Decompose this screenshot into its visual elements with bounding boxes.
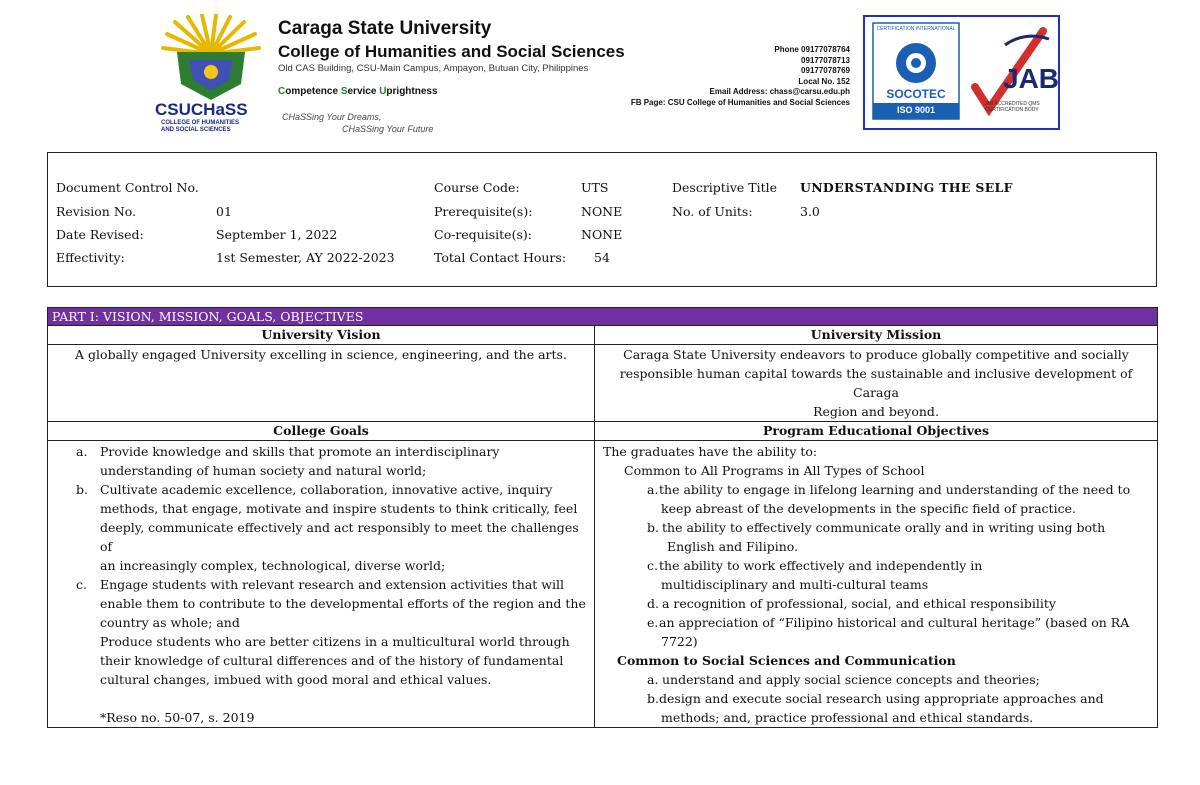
document-control-table: [47, 152, 1157, 287]
objective-label: e.: [647, 615, 659, 630]
core-values: [278, 86, 438, 97]
certification-badges: [863, 15, 1060, 130]
goal-line: understanding of human society and natural world;: [100, 463, 427, 478]
value-uprightness-rest: prightness: [386, 86, 438, 97]
vision-header: University Vision: [48, 326, 595, 344]
objective-line: a recognition of professional, social, and ethical responsibility: [662, 596, 1056, 611]
objective-line: the ability to work effectively and independently in: [659, 558, 983, 573]
cert-brand: SOCOTEC: [886, 87, 946, 101]
mission-line: Region and beyond.: [813, 404, 939, 419]
contact-phone-2: 09177078713: [801, 55, 850, 65]
goals-objectives-row: [48, 441, 1157, 727]
university-name: Caraga State University: [278, 18, 492, 39]
contact-local: Local No. 152: [798, 76, 850, 86]
goal-line: deeply, communicate effectively and act responsibly to meet the challenges of: [100, 520, 579, 554]
mission-header: University Mission: [810, 327, 942, 342]
doc-control-label: Document Control No.: [56, 180, 199, 195]
objective-line: keep abreast of the developments in the specific field of practice.: [661, 501, 1076, 516]
date-revised-label: Date Revised:: [56, 227, 144, 242]
effectivity-value: 1st Semester, AY 2022-2023: [216, 250, 395, 265]
value-competence-rest: ompetence: [285, 86, 341, 97]
descriptive-title-value: UNDERSTANDING THE SELF: [800, 180, 1013, 195]
objective-label: c.: [647, 558, 658, 573]
vision-mission-row: [48, 345, 1157, 422]
prerequisite-label: Prerequisite(s):: [434, 204, 533, 219]
objectives-header: Program Educational Objectives: [762, 423, 990, 438]
contact-hours-label: Total Contact Hours:: [434, 250, 567, 265]
objective-item: [603, 556, 1157, 594]
objective-item: [603, 594, 1157, 613]
logo-wordmark: CSUCHaSS: [155, 100, 248, 119]
value-service-initial: S: [340, 86, 348, 97]
value-uprightness-initial: U: [379, 86, 387, 97]
goal-line: Provide knowledge and skills that promote an interdisciplinary: [100, 444, 500, 459]
course-code-label: Course Code:: [434, 180, 520, 195]
value-service-rest: ervice: [347, 86, 380, 97]
part1-heading: PART I: VISION, MISSION, GOALS, OBJECTIVES: [48, 308, 1157, 326]
common-ss-heading: Common to Social Sciences and Communication: [617, 653, 956, 668]
college-address: Old CAS Building, CSU-Main Campus, Ampayon, Butuan City, Philippines: [278, 63, 589, 74]
objective-label: b.: [647, 691, 659, 706]
tagline-future: CHaSSing Your Future: [342, 124, 434, 134]
college-name: College of Humanities and Social Sciences: [278, 42, 625, 61]
common-all-heading: Common to All Programs in All Types of School: [624, 463, 925, 478]
goal-line: enable them to contribute to the developmental efforts of the region and the: [100, 596, 586, 611]
program-objectives: [595, 441, 1157, 727]
objectives-intro: The graduates have the ability to:: [603, 444, 818, 459]
jab-subtext: JAB ACCREDITED QMS CERTIFICATION BODY: [984, 101, 1040, 113]
objective-line: methods; and, practice professional and ethical standards.: [661, 710, 1034, 725]
date-revised-value: September 1, 2022: [216, 227, 338, 242]
part1-table: [47, 307, 1158, 728]
goal-line: Produce students who are better citizens in a multicultural world through: [100, 634, 570, 649]
value-competence-initial: C: [278, 86, 286, 97]
corequisite-value: NONE: [581, 227, 623, 242]
objective-line: design and execute social research using appropriate approaches and: [659, 691, 1104, 706]
goal-label: b.: [76, 482, 88, 497]
corequisite-label: Co-requisite(s):: [434, 227, 532, 242]
tagline-dreams: CHaSSing Your Dreams,: [282, 112, 382, 122]
prerequisite-value: NONE: [581, 204, 623, 219]
goal-line: Engage students with relevant research and extension activities that will: [100, 577, 564, 592]
revision-label: Revision No.: [56, 204, 137, 219]
cert-top-label: CERTIFICATION INTERNATIONAL: [876, 26, 956, 32]
goal-line: their knowledge of cultural differences and of the history of fundamental: [100, 653, 564, 668]
contact-fb: FB Page: CSU College of Humanities and Social Sciences: [630, 97, 850, 107]
mission-text: [595, 345, 1157, 421]
goal-item: [48, 480, 594, 575]
resolution-note: *Reso no. 50-07, s. 2019: [100, 710, 255, 725]
objective-line: multidisciplinary and multi-cultural teams: [661, 577, 929, 592]
objective-label: d.: [647, 596, 659, 611]
contact-phone-3: 09177078769: [801, 66, 850, 75]
college-logo: [155, 14, 267, 134]
objective-line: English and Filipino.: [667, 539, 799, 554]
mission-line: Caraga State University endeavors to produce globally competitive and socially: [623, 347, 1129, 362]
goal-item: [48, 575, 594, 632]
goals-objectives-header-row: [48, 422, 1157, 441]
objective-label: a.: [647, 482, 659, 497]
cert-standard: ISO 9001: [896, 105, 936, 115]
objective-line: the ability to effectively communicate orally and in writing using both: [662, 520, 1106, 535]
jab-brand: JAB: [1003, 63, 1060, 94]
goal-line: an increasingly complex, technological, diverse world;: [100, 558, 446, 573]
objective-line: 7722): [661, 634, 698, 649]
goal-item: [48, 442, 594, 480]
objective-item: [603, 670, 1157, 689]
vision-mission-header-row: [48, 326, 1157, 345]
contact-email: Email Address: chass@carsu.edu.ph: [709, 87, 850, 96]
goal-label: a.: [76, 444, 88, 459]
effectivity-label: Effectivity:: [56, 250, 125, 265]
units-label: No. of Units:: [672, 204, 753, 219]
objective-label: a.: [647, 672, 659, 687]
objective-item: [603, 613, 1157, 651]
objective-line: the ability to engage in lifelong learning and understanding of the need to: [659, 482, 1131, 497]
objective-label: b.: [647, 520, 659, 535]
objective-item: [603, 689, 1157, 727]
units-value: 3.0: [800, 204, 820, 219]
mission-line: responsible human capital towards the sustainable and inclusive development of Caraga: [619, 366, 1133, 400]
descriptive-title-label: Descriptive Title: [672, 180, 778, 195]
college-goals: [48, 441, 595, 727]
objective-item: [603, 480, 1157, 518]
goals-header: College Goals: [48, 422, 595, 440]
revision-value: 01: [216, 204, 232, 219]
goal-line: Cultivate academic excellence, collaboration, innovative active, inquiry: [100, 482, 553, 497]
goal-line: methods, that engage, motivate and inspire students to think critically, feel: [100, 501, 578, 516]
vision-text: A globally engaged University excelling in science, engineering, and the arts.: [48, 345, 595, 421]
contact-hours-value: 54: [594, 250, 610, 265]
goal-line: cultural changes, imbued with good moral and ethical values.: [100, 672, 492, 687]
objective-line: an appreciation of “Filipino historical and cultural heritage” (based on RA: [659, 615, 1130, 630]
logo-subtext: COLLEGE OF HUMANITIES AND SOCIAL SCIENCES: [161, 120, 239, 133]
objective-line: understand and apply social science concepts and theories;: [662, 672, 1040, 687]
course-code-value: UTS: [581, 180, 609, 195]
goal-label: c.: [76, 577, 87, 592]
goal-item-d: [48, 632, 594, 689]
contact-block: [631, 45, 850, 108]
objective-item: [603, 518, 1157, 556]
goal-line: country as whole; and: [100, 615, 240, 630]
contact-phone: Phone 09177078764: [774, 45, 850, 54]
